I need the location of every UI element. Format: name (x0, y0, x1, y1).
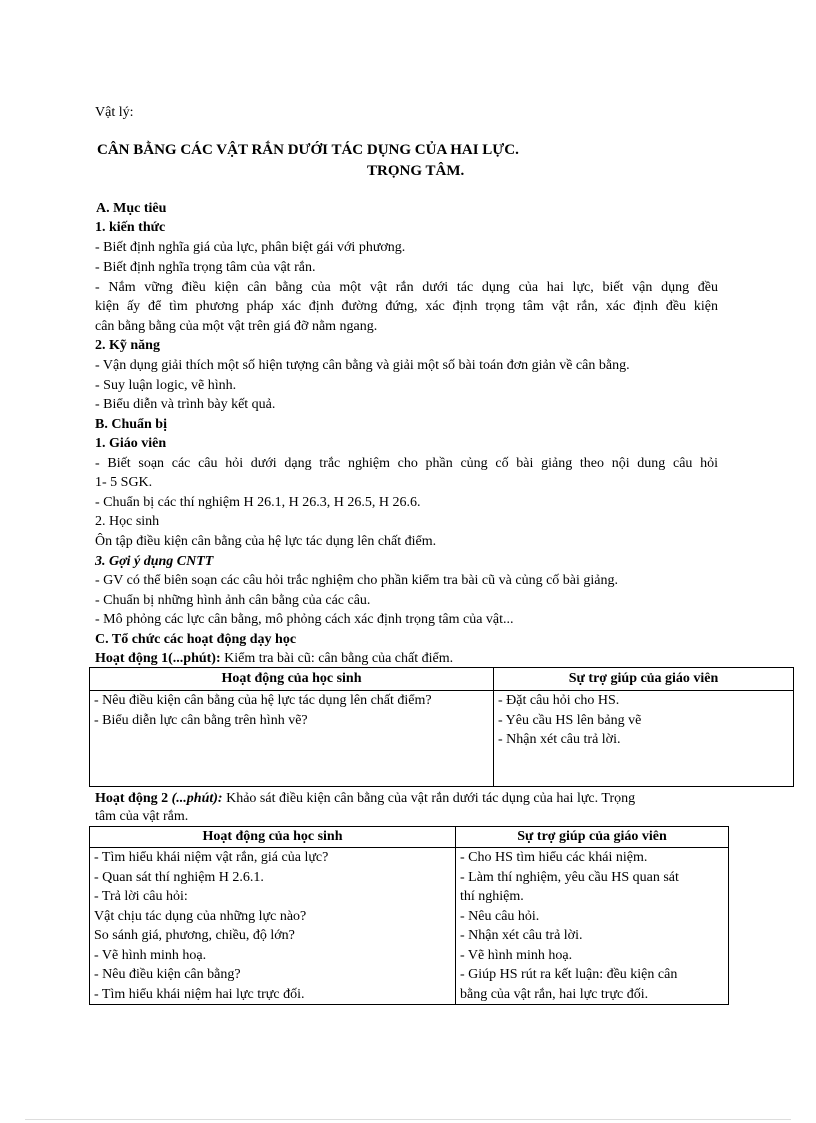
it-item: - GV có thể biên soạn các câu hỏi trắc nghiệm cho phần kiểm tra bài cũ và củng cố bài giảng. (95, 573, 618, 588)
activity-2-teacher-line: - Làm thí nghiệm, yêu cầu HS quan sát (460, 869, 679, 885)
page-bottom-divider (25, 1119, 791, 1120)
activity-1-student-cell (90, 691, 494, 787)
it-heading: 3. Gợi ý dụng CNTT (95, 554, 214, 569)
activity-2-student-cell (90, 848, 456, 1005)
student-item: Ôn tập điều kiện cân bằng của hệ lực tác dụng lên chất điểm. (95, 534, 437, 549)
activity-2-student-line: - Tìm hiểu khái niệm hai lực trực đối. (94, 986, 305, 1002)
activity-2-teacher-line: - Cho HS tìm hiểu các khái niệm. (460, 850, 648, 865)
activity-2-table (89, 826, 729, 1005)
activity-2-desc: Khảo sát điều kiện cân bằng của vật rắn dưới tác dụng của hai lực. Trọng (222, 791, 636, 806)
activity-1-table (89, 667, 794, 787)
section-b-heading: B. Chuẩn bị (95, 417, 167, 432)
activity-2-teacher-line: bằng của vật rắn, hai lực trực đối. (460, 986, 649, 1002)
skills-item: - Suy luận logic, vẽ hình. (95, 378, 237, 393)
title-line-1: CÂN BẰNG CÁC VẬT RẮN DƯỚI TÁC DỤNG CỦA HAI LỰC. (97, 142, 519, 158)
activity-2-teacher-line: - Giúp HS rút ra kết luận: đều kiện cân (460, 967, 678, 982)
activity-2-time: (...phút): (168, 791, 223, 806)
teacher-item: - Biết soạn các câu hỏi dưới dạng trắc nghiệm cho phần củng cố bài giảng theo nội dung câu hỏi (95, 456, 718, 471)
activity-2-student-line: - Vẽ hình minh hoạ. (94, 947, 207, 963)
activity-2-student-line: So sánh giá, phương, chiều, độ lớn? (94, 928, 295, 943)
subject-label: Vật lý: (95, 105, 134, 120)
activity-1-teacher-line: - Đặt câu hỏi cho HS. (498, 693, 620, 708)
teacher-item: - Chuẩn bị các thí nghiệm H 26.1, H 26.3, H 26.5, H 26.6. (95, 495, 421, 510)
section-a-heading: A. Mục tiêu (96, 201, 167, 216)
skills-item: - Biểu diễn và trình bày kết quả. (95, 397, 276, 412)
teacher-item: 1- 5 SGK. (95, 475, 153, 490)
knowledge-item: - Biết định nghĩa giá của lực, phân biệt gái với phương. (95, 240, 406, 255)
activity-2-label: Hoạt động 2 (95, 791, 169, 806)
knowledge-item: - Nắm vững điều kiện cân bằng của một vật rắn dưới tác dụng của hai lực, biết vận dụng đều (95, 280, 718, 295)
activity-2-student-line: - Nêu điều kiện cân bằng? (94, 967, 241, 982)
activity-2-teacher-line: - Nêu câu hỏi. (460, 908, 540, 924)
activity-1-teacher-cell (494, 691, 794, 787)
activity-1-title (95, 650, 453, 668)
activity-1-student-line: - Biểu diễn lực cân bằng trên hình vẽ? (94, 712, 308, 728)
activity-1-student-line: - Nêu điều kiện cân bằng của hệ lực tác dụng lên chất điểm? (94, 693, 432, 708)
activity-2-teacher-line: - Nhận xét câu trả lời. (460, 928, 583, 943)
activity-2-teacher-line: - Vẽ hình minh hoạ. (460, 947, 573, 963)
activity-1-col-teacher: Sự trợ giúp của giáo viên (494, 668, 794, 691)
activity-2-student-line: - Quan sát thí nghiệm H 2.6.1. (94, 869, 264, 885)
knowledge-item: kiện ấy để tìm phương pháp xác định đường đứng, xác định trọng tâm vật rắn, xác định đều kiện (95, 299, 718, 314)
skills-heading: 2. Kỹ năng (95, 338, 160, 353)
activity-2-teacher-cell (456, 848, 729, 1005)
activity-2-desc-line-2: tâm của vật rắm. (95, 809, 189, 824)
knowledge-heading: 1. kiến thức (95, 220, 166, 235)
activity-1-desc: Kiểm tra bài cũ: cân bằng của chất điểm. (220, 651, 454, 666)
activity-2-col-teacher: Sự trợ giúp của giáo viên (456, 827, 729, 848)
it-item: - Mô phỏng các lực cân bằng, mô phỏng cách xác định trọng tâm của vật... (95, 612, 514, 627)
it-item: - Chuẩn bị những hình ảnh cân bằng của các câu. (95, 593, 371, 608)
activity-1-teacher-line: - Nhận xét câu trả lời. (498, 732, 621, 747)
student-heading: 2. Học sinh (95, 514, 160, 529)
activity-2-col-student: Hoạt động của học sinh (90, 827, 456, 848)
activity-2-student-line: - Trả lời câu hỏi: (94, 889, 188, 904)
knowledge-item: - Biết định nghĩa trọng tâm của vật rắn. (95, 260, 316, 275)
activity-1-col-student: Hoạt động của học sinh (90, 668, 494, 691)
section-c-heading: C. Tổ chức các hoạt động dạy học (95, 632, 297, 647)
skills-item: - Vận dụng giải thích một số hiện tượng cân bằng và giải một số bài toán đơn giản về cân bằng. (95, 358, 630, 373)
teacher-heading: 1. Giáo viên (95, 436, 167, 451)
activity-2-student-line: Vật chịu tác dụng của những lực nào? (94, 908, 307, 924)
activity-2-teacher-line: thí nghiệm. (460, 889, 524, 904)
title-line-2: TRỌNG TÂM. (367, 163, 465, 179)
activity-2-student-line: - Tìm hiểu khái niệm vật rắn, giá của lực? (94, 850, 329, 865)
activity-1-teacher-line: - Yêu cầu HS lên bảng vẽ (498, 712, 642, 728)
knowledge-item: cân bằng bằng của một vật trên giá đỡ nằm ngang. (95, 319, 378, 334)
activity-1-label: Hoạt động 1(...phút): (95, 651, 221, 666)
activity-2-title (95, 790, 635, 808)
